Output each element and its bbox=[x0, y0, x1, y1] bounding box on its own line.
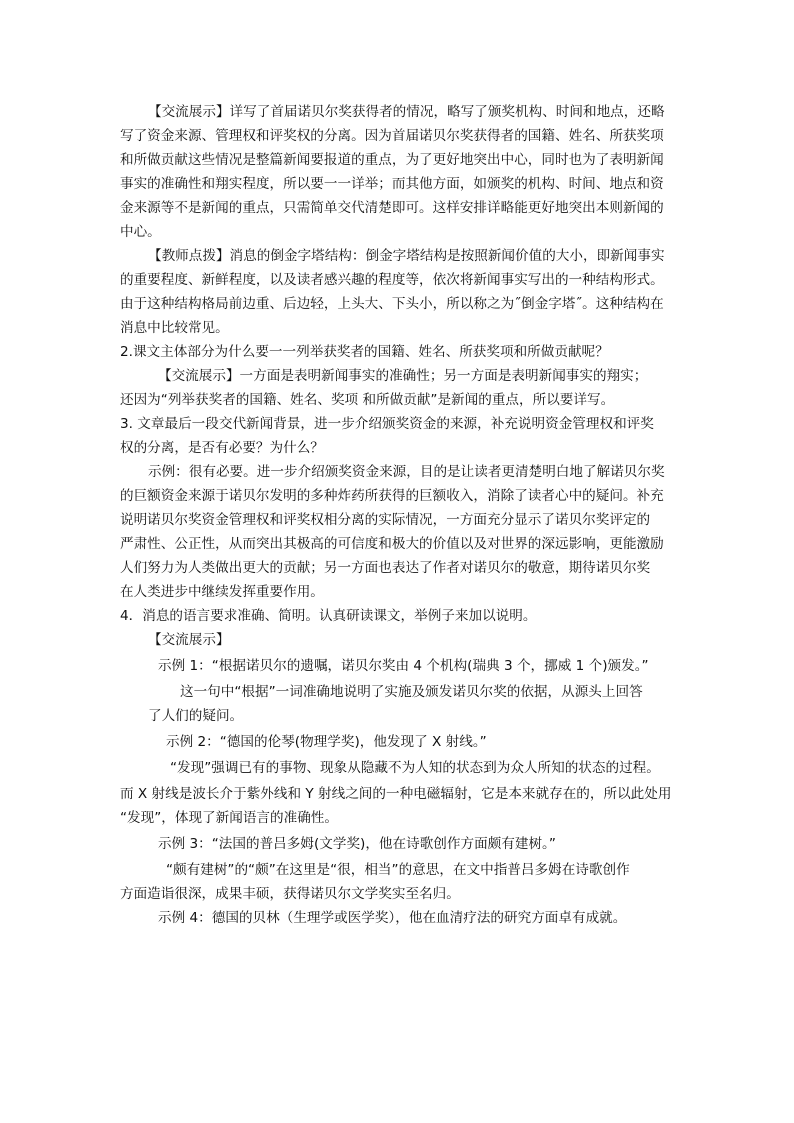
text-line: 在人类进步中继续发挥重要作用。 bbox=[120, 584, 324, 600]
text-line: 的重要程度、新鲜程度，以及读者感兴趣的程度等，依次将新闻事实写出的一种结构形式。 bbox=[120, 272, 664, 288]
text-line: 示例：很有必要。进一步介绍颁奖资金来源，目的是让读者更清楚明白地了解诺贝尔奖 bbox=[148, 464, 665, 480]
text-line: 的巨额资金来源于诺贝尔发明的多种炸药所获得的巨额收入，消除了读者心中的疑问。补充 bbox=[120, 488, 664, 504]
text-line: 和所做贡献这些情况是整篇新闻要报道的重点，为了更好地突出中心，同时也为了表明新闻 bbox=[120, 152, 664, 168]
text-line: 【交流展示】一方面是表明新闻事实的准确性；另一方面是表明新闻事实的翔实； bbox=[158, 368, 648, 384]
example-line: 示例 4：德国的贝林（生理学或医学奖），他在血清疗法的研究方面卓有成就。 bbox=[158, 910, 627, 926]
text-line: “发现”强调已有的事物、现象从隐藏不为人知的状态到为众人所知的状态的过程。 bbox=[170, 760, 660, 776]
text-line: 人们努力为人类做出更大的贡献；另一方面也表达了作者对诺贝尔的敬意，期待诺贝尔奖 bbox=[120, 560, 651, 576]
text-line: 这一句中“根据”一词准确地说明了实施及颁发诺贝尔奖的依据，从源头上回答 bbox=[180, 684, 643, 700]
example-line: 示例 2：“德国的伦琴(物理学奖)，他发现了 X 射线。” bbox=[166, 734, 487, 750]
question-line: 权的分离，是否有必要？为什么？ bbox=[120, 440, 324, 456]
text-line: 由于这种结构格局前边重、后边轻，上头大、下头小，所以称之为˝倒金字塔˝。这种结构在 bbox=[120, 296, 664, 312]
text-line: 还因为“列举获奖者的国籍、姓名、奖项 和所做贡献”是新闻的重点，所以要详写。 bbox=[120, 392, 615, 408]
text-line: 金来源等不是新闻的重点，只需简单交代清楚即可。这样安排详略能更好地突出本则新闻的 bbox=[120, 200, 664, 216]
text-line: 【交流展示】详写了首届诺贝尔奖获得者的情况，略写了颁奖机构、时间和地点，还略 bbox=[148, 104, 665, 120]
text-line: 事实的准确性和翔实程度，所以要一一详举；而其他方面，如颁奖的机构、时间、地点和资 bbox=[120, 176, 664, 192]
text-line: 写了资金来源、管理权和评奖权的分离。因为首届诺贝尔奖获得者的国籍、姓名、所获奖项 bbox=[120, 128, 664, 144]
section-label: 【交流展示】 bbox=[148, 632, 230, 648]
text-line: 方面造诣很深，成果丰硕，获得诺贝尔文学奖实至名归。 bbox=[120, 886, 460, 902]
text-line: 消息中比较常见。 bbox=[120, 320, 229, 336]
example-line: 示例 1：“根据诺贝尔的遗嘱，诺贝尔奖由 4 个机构(瑞典 3 个，挪威 1 个)颁发。” bbox=[158, 658, 649, 674]
question-line: 2.课文主体部分为什么要一一列举获奖者的国籍、姓名、所获奖项和所做贡献呢？ bbox=[120, 344, 609, 360]
example-line: 示例 3：“法国的普吕多姆(文学奖)，他在诗歌创作方面颇有建树。” bbox=[158, 836, 556, 852]
text-line: 说明诺贝尔奖资金管理权和评奖权相分离的实际情况，一方面充分显示了诺贝尔奖评定的 bbox=[120, 512, 651, 528]
text-line: “发现”，体现了新闻语言的准确性。 bbox=[120, 810, 338, 826]
text-line: 而 X 射线是波长介于紫外线和 Y 射线之间的一种电磁辐射，它是本来就存在的，所以此处用 bbox=[120, 786, 672, 802]
text-line: “颇有建树”的“颇”在这里是“很，相当”的意思，在文中指普吕多姆在诗歌创作 bbox=[166, 862, 630, 878]
text-line: 严肃性、公正性，从而突出其极高的可信度和极大的价值以及对世界的深远影响，更能激励 bbox=[120, 536, 664, 552]
text-line: 了人们的疑问。 bbox=[148, 708, 244, 724]
text-line: 中心。 bbox=[120, 224, 161, 240]
question-line: 4．消息的语言要求准确、简明。认真研读课文，举例子来加以说明。 bbox=[120, 608, 537, 624]
question-line: 3. 文章最后一段交代新闻背景，进一步介绍颁奖资金的来源，补充说明资金管理权和评奖 bbox=[120, 416, 654, 432]
text-line: 【教师点拨】消息的倒金字塔结构：倒金字塔结构是按照新闻价值的大小，即新闻事实 bbox=[148, 248, 665, 264]
